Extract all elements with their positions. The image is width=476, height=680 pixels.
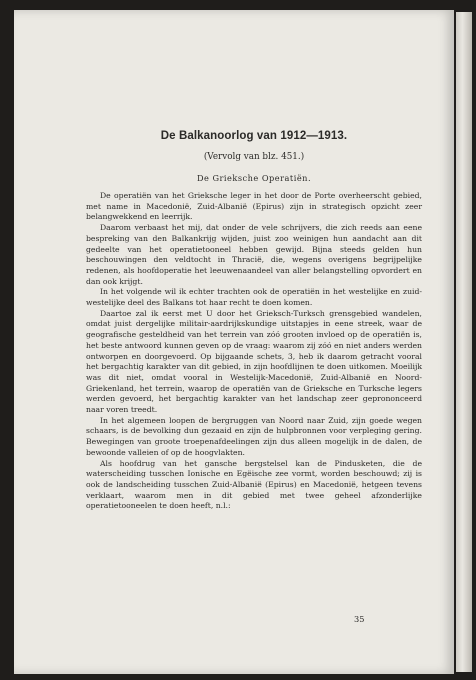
article (86, 130, 422, 512)
book-page (14, 10, 454, 674)
paragraph: Daarom verbaast het mij, dat onder de vele schrijvers, die zich reeds aan eene bespreking van den Balkankrijg wijden, juist zoo weinigen hun aandacht aan dit gedeelte van het operatietooneel hebben gewijd. Bijna steeds gelden hun beschouwingen den veldtocht in Thracië, die, wegens overigens begrijpelijke redenen, als hoofdoperatie het leeuwenaandeel van aller belangstelling opvordert en dan ook krijgt. (86, 223, 422, 286)
page-number: 35 (354, 614, 365, 624)
article-subtitle: (Vervolg van blz. 451.) (203, 152, 305, 162)
paragraph: In het algemeen loopen de bergruggen van Noord naar Zuid, zijn goede wegen schaars, is de bevolking dun gezaaid en zijn de hulpbronnen voor verpleging gering. Bewegingen van groote troepenafdeelingen zijn dus alleen mogelijk in de dalen, de bewoonde valleien of op de hoogvlakten. (86, 415, 422, 457)
paragraph: In het volgende wil ik echter trachten ook de operatiën in het westelijke en zuid-westelijke deel des Balkans tot haar recht te doen komen. (86, 287, 422, 308)
page-edge (456, 12, 472, 672)
article-body (86, 191, 422, 512)
article-title: De Balkanoorlog van 1912—1913. (160, 130, 348, 142)
paragraph: De operatiën van het Grieksche leger in het door de Porte overheerscht gebied, met name in Macedonië, Zuid-Albanië (Epirus) zijn in strategisch opzicht zeer belangwekkend en leerrijk. (86, 191, 422, 222)
paragraph: Daartoe zal ik eerst met U door het Grieksch-Turksch grensgebied wandelen, omdat juist dergelijke militair-aardrijkskundige uitstapjes in eene streek, waar de geografische gesteldheid van het terrein van zóó grooten invloed op de operatiën is, het beste antwoord kunnen geven op de vraag: waarom zij zóó en niet anders werden ontworpen en doorgevoerd. Op bijgaande schets, 3, heb ik daarom getracht vooral het bergachtig karakter van dit gebied, in zijn hoofdlijnen te doen uitkomen. Moeilijk was dit niet, omdat vooral in Westelijk-Macedonië, Zuid-Albanië en Noord-Griekenland, het terrein, waarop de operatiën van de Grieksche en Turksche legers werden gevoerd, het bergachtig karakter van het landschap zeer geprononceerd naar voren treedt. (86, 308, 422, 415)
paragraph: Als hoofdrug van het gansche bergstelsel kan de Pindusketen, die de waterscheiding tusschen Ionische en Egëische zee vormt, worden beschouwd; zij is ook de landscheiding tusschen Zuid-Albanië (Epirus) en Macedonië, hetgeen tevens verklaart, waarom men in dit gebied met twee geheel afzonderlijke operatietooneelen te doen heeft, n.l.: (86, 458, 422, 511)
section-heading: De Grieksche Operatiën. (196, 173, 312, 183)
